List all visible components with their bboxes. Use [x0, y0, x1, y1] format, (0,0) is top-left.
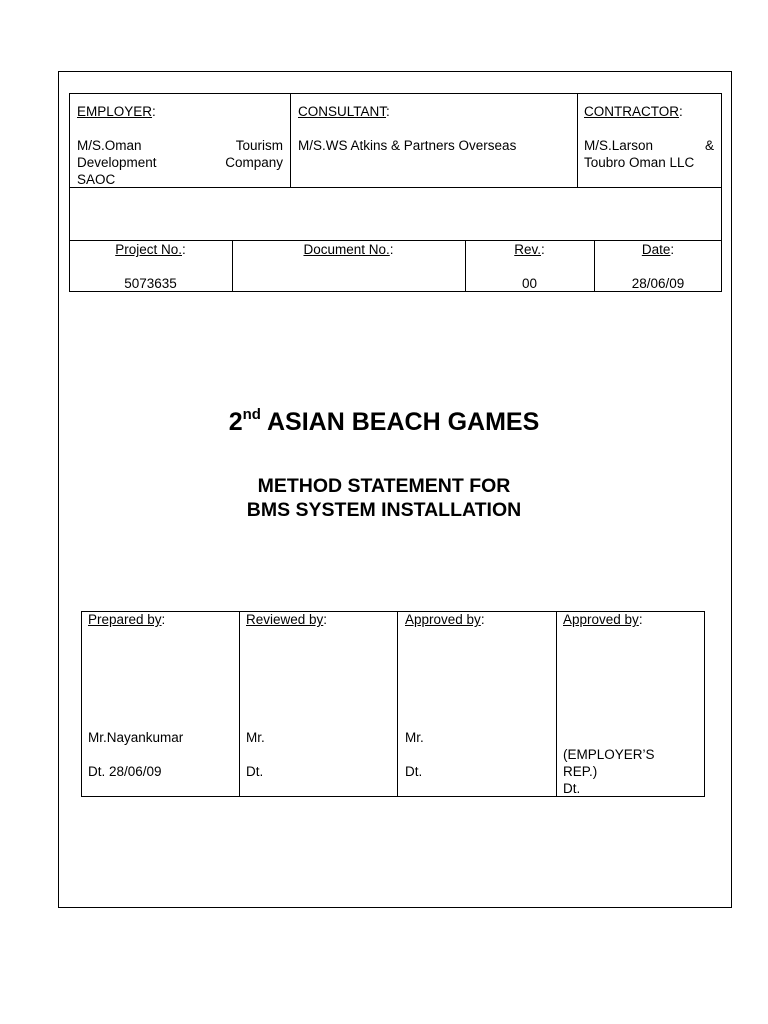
reviewed-by-label: Reviewed by: [246, 612, 328, 627]
reviewed-by-date: Dt. [246, 764, 264, 779]
date-label: Date: [641, 242, 675, 257]
prepared-by-label: Prepared by: [88, 612, 166, 627]
employer-line-1: M/S.Oman Tourism [77, 138, 283, 153]
signature-col-divider-3 [556, 611, 557, 797]
approved-by-date: Dt. [405, 764, 423, 779]
title-line-1: METHOD STATEMENT FOR [257, 475, 511, 497]
contractor-label: CONTRACTOR: [584, 104, 683, 119]
reviewed-by-name: Mr. [246, 730, 265, 745]
header-col-divider-2 [577, 93, 578, 187]
contractor-line-1: M/S.Larson & [584, 138, 714, 153]
employer-line-3: SAOC [77, 172, 116, 187]
header-table [69, 93, 722, 292]
rev-value: 00 [521, 276, 538, 291]
employer-approved-by-label: Approved by: [563, 612, 643, 627]
employer-label: EMPLOYER: [77, 104, 156, 119]
signature-col-divider-2 [397, 611, 398, 797]
approved-by-label: Approved by: [405, 612, 485, 627]
employer-rep-line-2: REP.) [563, 764, 598, 779]
project-no-value: 5073635 [124, 276, 177, 291]
header-col-divider-1 [290, 93, 291, 187]
project-no-label: Project No.: [115, 242, 186, 257]
employer-line-2: Development Company [77, 155, 283, 170]
prepared-by-name: Mr.Nayankumar [88, 730, 184, 745]
contractor-line-2: Toubro Oman LLC [584, 155, 695, 170]
title-line-2: BMS SYSTEM INSTALLATION [246, 499, 522, 521]
consultant-label: CONSULTANT: [298, 104, 390, 119]
signature-col-divider-1 [239, 611, 240, 797]
approved-by-name: Mr. [405, 730, 424, 745]
event-title: 2nd ASIAN BEACH GAMES [228, 406, 540, 436]
rev-label: Rev.: [514, 242, 545, 257]
ordinal-suffix: nd [242, 406, 261, 423]
employer-rep-line-1: (EMPLOYER’S [563, 747, 655, 762]
consultant-value: M/S.WS Atkins & Partners Overseas [298, 138, 517, 153]
employer-rep-date: Dt. [563, 781, 581, 796]
prepared-by-date: Dt. 28/06/09 [88, 764, 162, 779]
document-no-label: Document No.: [303, 242, 394, 257]
method-statement-title [0, 474, 768, 522]
date-value: 28/06/09 [631, 276, 685, 291]
signature-table [81, 611, 705, 797]
header-divider-1 [69, 187, 722, 188]
